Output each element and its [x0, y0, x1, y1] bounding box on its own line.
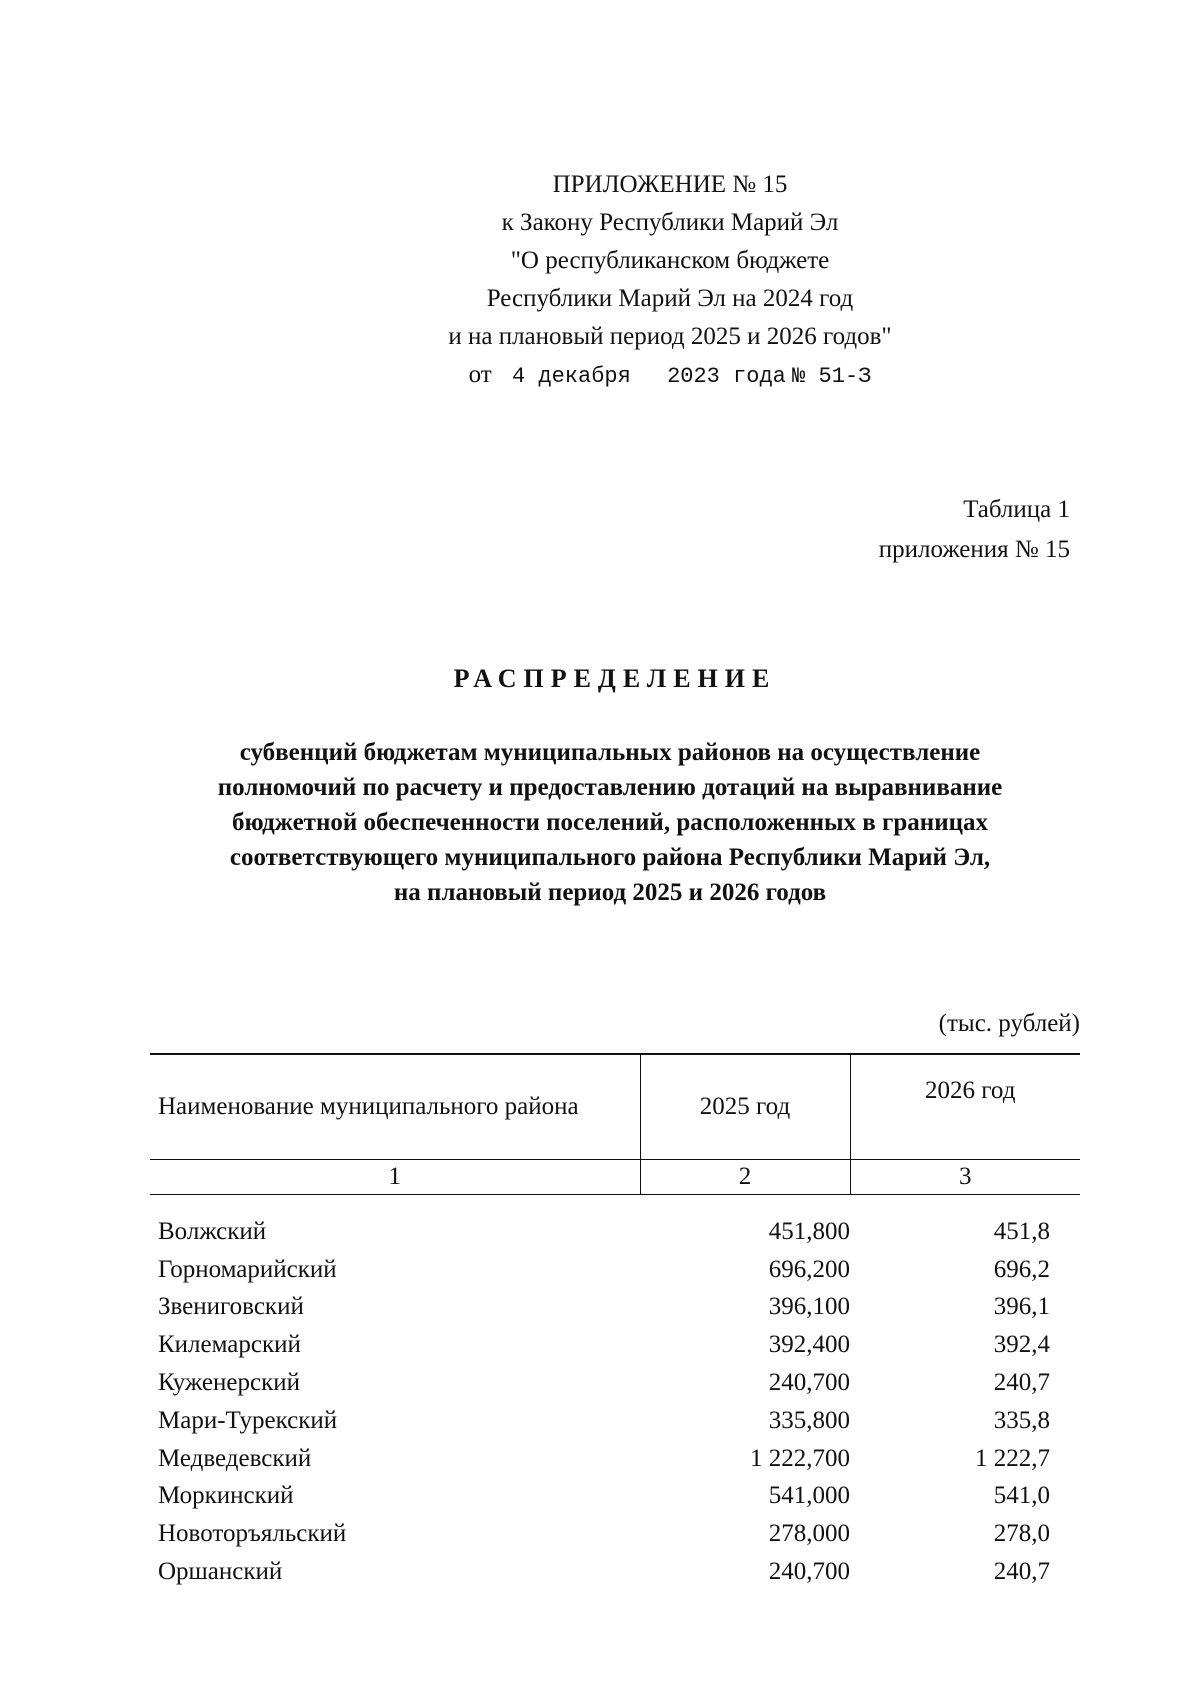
header-year-2026: 2026 год	[850, 1054, 1080, 1160]
value-2025-cell: 240,700	[768, 1558, 850, 1586]
annex-law-title-1: "О республиканском бюджете	[510, 247, 830, 274]
table-row	[150, 1478, 1080, 1516]
district-name-cell: Медведевский	[158, 1444, 312, 1472]
district-name-cell: Килемарский	[158, 1331, 301, 1359]
header-district-name: Наименование муниципального района	[150, 1054, 640, 1160]
date-year: 2023 года	[667, 364, 786, 389]
document-title: РАСПРЕДЕЛЕНИЕ	[453, 664, 777, 693]
subtitle-line-5: на плановый период 2025 и 2026 годов	[393, 879, 827, 906]
table-row	[150, 1326, 1080, 1364]
table-row	[150, 1553, 1080, 1591]
table-reference	[879, 490, 1070, 570]
value-2026-cell: 696,2	[993, 1255, 1050, 1283]
value-2025-cell: 240,700	[768, 1369, 850, 1397]
district-name-cell: Мари-Турекский	[158, 1406, 338, 1434]
units-label: (тыс. рублей)	[938, 1010, 1080, 1037]
value-2025-cell: 451,800	[768, 1217, 850, 1245]
subventions-table	[150, 1053, 1080, 1591]
column-number-2: 2	[640, 1160, 850, 1195]
value-2025-cell: 278,000	[768, 1520, 850, 1548]
subtitle-line-4: соответствующего муниципального района Республики Марий Эл,	[229, 844, 991, 871]
value-2026-cell: 396,1	[993, 1293, 1050, 1321]
district-name-cell: Горномарийский	[158, 1255, 337, 1283]
value-2025-cell: 541,000	[768, 1482, 850, 1510]
value-2026-cell: 451,8	[993, 1217, 1050, 1245]
document-subtitle	[130, 735, 1090, 910]
table-number: Таблица 1	[963, 496, 1070, 523]
table-spacer	[150, 1195, 1080, 1214]
annex-law-title-3: и на плановый период 2025 и 2026 годов"	[448, 323, 892, 350]
district-name-cell: Оршанский	[158, 1558, 283, 1586]
value-2025-cell: 335,800	[768, 1406, 850, 1434]
annex-date-line	[440, 356, 900, 396]
value-2026-cell: 392,4	[993, 1331, 1050, 1359]
law-number: № 51-З	[792, 364, 872, 389]
subtitle-line-2: полномочий по расчету и предоставлению дотаций на выравнивание	[217, 774, 1003, 801]
value-2026-cell: 541,0	[993, 1482, 1050, 1510]
annex-title: ПРИЛОЖЕНИЕ № 15	[552, 171, 788, 198]
date-prefix: от	[468, 361, 492, 388]
district-name-cell: Куженерский	[158, 1369, 300, 1397]
district-name-cell: Новоторъяльский	[158, 1520, 347, 1548]
value-2025-cell: 1 222,700	[750, 1444, 850, 1472]
district-name-cell: Звениговский	[158, 1293, 304, 1321]
district-name-cell: Волжский	[158, 1217, 267, 1245]
table-annex-number: приложения № 15	[878, 536, 1070, 563]
column-number-row	[150, 1160, 1080, 1195]
table-row	[150, 1364, 1080, 1402]
value-2026-cell: 240,7	[993, 1369, 1050, 1397]
value-2025-cell: 392,400	[768, 1331, 850, 1359]
table-row	[150, 1402, 1080, 1440]
column-number-3: 3	[850, 1160, 1080, 1195]
annex-law-title-2: Республики Марий Эл на 2024 год	[486, 285, 854, 312]
table-row	[150, 1440, 1080, 1478]
subtitle-line-1: субвенций бюджетам муниципальных районов на осуществление	[239, 739, 981, 766]
table-row	[150, 1289, 1080, 1327]
column-number-1: 1	[150, 1160, 640, 1195]
subtitle-line-3: бюджетной обеспеченности поселений, расположенных в границах	[231, 809, 989, 836]
annex-header	[440, 166, 900, 396]
table-row	[150, 1251, 1080, 1289]
date-day-month: 4 декабря	[511, 364, 631, 389]
value-2026-cell: 278,0	[993, 1520, 1050, 1548]
header-year-2025: 2025 год	[640, 1054, 850, 1160]
table-row	[150, 1213, 1080, 1251]
value-2025-cell: 396,100	[768, 1293, 850, 1321]
value-2026-cell: 1 222,7	[975, 1444, 1050, 1472]
table-header-row	[150, 1054, 1080, 1160]
district-name-cell: Моркинский	[158, 1482, 294, 1510]
table-row	[150, 1515, 1080, 1553]
annex-law-reference: к Закону Республики Марий Эл	[501, 209, 839, 236]
value-2025-cell: 696,200	[768, 1255, 850, 1283]
value-2026-cell: 335,8	[993, 1406, 1050, 1434]
value-2026-cell: 240,7	[993, 1558, 1050, 1586]
